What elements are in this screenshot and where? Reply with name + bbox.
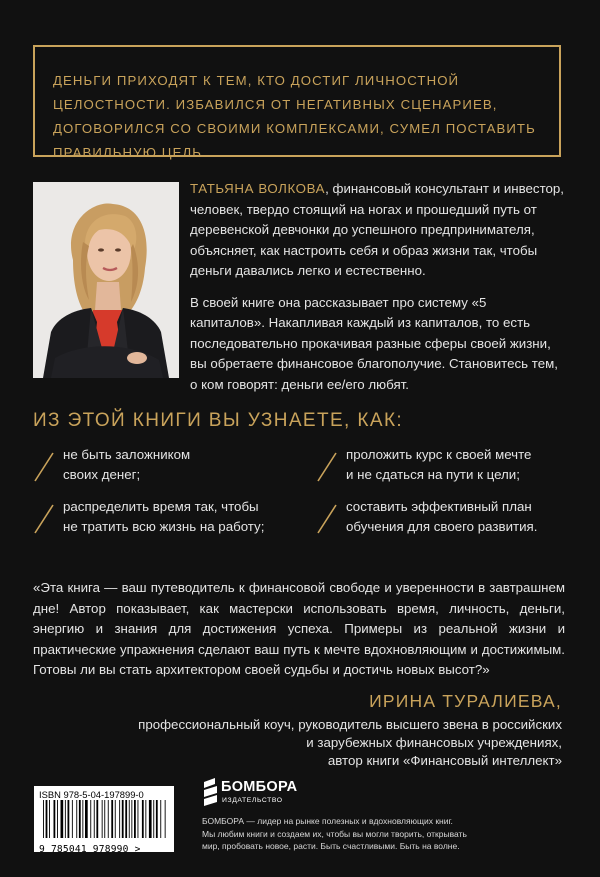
bombora-logo-icon bbox=[201, 776, 219, 810]
barcode-bar bbox=[138, 800, 139, 838]
barcode-bar bbox=[165, 800, 166, 838]
slash-mark-icon bbox=[316, 451, 338, 483]
publisher-brand: БОМБОРА bbox=[221, 779, 298, 795]
barcode-bar bbox=[108, 800, 109, 838]
barcode-bars bbox=[39, 800, 169, 838]
publisher-logo bbox=[201, 773, 321, 813]
reviewer-description bbox=[122, 716, 562, 770]
author-photo bbox=[33, 182, 179, 378]
barcode-bar bbox=[76, 800, 77, 838]
barcode-bar bbox=[149, 800, 152, 838]
learn-item-line: не тратить всю жизнь на работу; bbox=[63, 518, 265, 534]
barcode-bar bbox=[72, 800, 73, 838]
barcode-bar bbox=[125, 800, 127, 838]
barcode-bar bbox=[145, 800, 146, 838]
barcode-bar bbox=[61, 800, 64, 838]
slash-mark-icon bbox=[33, 503, 55, 535]
barcode-bar bbox=[111, 800, 113, 838]
author-portrait-illustration bbox=[33, 182, 179, 378]
barcode-bar bbox=[129, 800, 130, 838]
barcode-bar bbox=[160, 800, 161, 838]
barcode-bar bbox=[68, 800, 70, 838]
barcode-bar bbox=[57, 800, 58, 838]
learn-item-line: и не сдаться на пути к цели; bbox=[346, 466, 520, 482]
publisher-line: БОМБОРА — лидер на рынке полезных и вдохновляющих книг. bbox=[202, 816, 453, 826]
barcode-bar bbox=[85, 800, 88, 838]
learn-item-line: своих денег; bbox=[63, 466, 141, 482]
barcode-block bbox=[34, 786, 174, 855]
learn-item-line: обучения для своего развития. bbox=[346, 518, 538, 534]
top-quote-text: ДЕНЬГИ ПРИХОДЯТ К ТЕМ, КТО ДОСТИГ ЛИЧНОСТНОЙ ЦЕЛОСТНОСТИ. ИЗБАВИЛСЯ ОТ НЕГАТИВНЫХ СЦЕНАРИЕВ, ДОГОВОРИЛСЯ СО СВОИМИ КОМПЛЕКСАМИ, СУМЕЛ ПОСТАВИТЬ ПРАВИЛЬНУЮ ЦЕЛЬ. bbox=[53, 73, 536, 160]
reviewer-name: ИРИНА ТУРАЛИЕВА, bbox=[369, 691, 562, 711]
barcode-bar bbox=[96, 800, 98, 838]
barcode-bar bbox=[46, 800, 48, 838]
barcode-bar bbox=[122, 800, 124, 838]
barcode-bar bbox=[104, 800, 105, 838]
barcode-bar bbox=[102, 800, 103, 838]
learn-item-line: проложить курс к своей мечте bbox=[346, 447, 532, 462]
slash-mark-icon bbox=[316, 503, 338, 535]
learn-item-line: не быть заложником bbox=[63, 447, 191, 462]
barcode-bar bbox=[43, 800, 44, 838]
barcode-bar bbox=[79, 800, 81, 838]
publisher-description bbox=[202, 815, 572, 853]
reviewer-line: профессиональный коуч, руководитель высшего звена в российских bbox=[138, 717, 562, 732]
barcode-bar bbox=[156, 800, 158, 838]
top-quote-box bbox=[33, 45, 561, 160]
barcode-bar bbox=[49, 800, 50, 838]
barcode-bar bbox=[65, 800, 66, 838]
publisher-line: Мы любим книги и создаем их, чтобы вы могли творить, открывать bbox=[202, 828, 467, 839]
learn-item-line: распределить время так, чтобы bbox=[63, 499, 259, 514]
barcode-bar bbox=[153, 800, 154, 838]
publisher-subtitle: ИЗДАТЕЛЬСТВО bbox=[222, 797, 283, 804]
learn-item-line: составить эффективный план bbox=[346, 499, 532, 514]
author-bio-text: , финансовый консультант и инвестор, человек, твердо стоящий на ногах и прошедший путь от деревенской девчонки до успешного предпринимателя, объясняет, как настроить себя и образ жизни так, чтобы деньги давались легко и естественно. bbox=[190, 181, 564, 278]
publisher-line: мир, пробовать новое, расти. Быть счастливыми. Быть на волне. bbox=[202, 841, 460, 852]
review-quote: «Эта книга — ваш путеводитель к финансовой свободе и уверенности в завтрашнем дне! Автор показывает, как мастерски использовать время, личность, деньги, энергию и знания для достижения успеха. Примеры из реальной жизни и практические упражнения сделают ваш путь к мечте вдохновляющим и достижимым. Готовы ли вы стать архитектором своей судьбы и достичь новых высот?» bbox=[33, 580, 565, 677]
barcode-bar bbox=[115, 800, 116, 838]
barcode-bar bbox=[134, 800, 136, 838]
learn-section-title: ИЗ ЭТОЙ КНИГИ ВЫ УЗНАЕТЕ, КАК: bbox=[33, 410, 404, 431]
barcode-bar bbox=[90, 800, 91, 838]
barcode-bar bbox=[54, 800, 56, 838]
slash-mark-icon bbox=[33, 451, 55, 483]
barcode-bar bbox=[131, 800, 132, 838]
reviewer-line: и зарубежных финансовых учреждениях, bbox=[306, 735, 562, 750]
barcode-bar bbox=[82, 800, 83, 838]
reviewer-line: автор книги «Финансовый интеллект» bbox=[327, 753, 562, 768]
barcode-bar bbox=[94, 800, 95, 838]
barcode-digits: 9 785041 978990 > bbox=[39, 844, 141, 855]
barcode-bar bbox=[142, 800, 144, 838]
author-bio bbox=[190, 179, 564, 395]
author-name: ТАТЬЯНА ВОЛКОВА bbox=[190, 181, 326, 196]
book-about-paragraph: В своей книге она рассказывает про систему «5 капиталов». Накапливая каждый из капиталов, то есть последовательно прокачивая разные сферы своей жизни, вы обретаете финансовое благополучие. Становитесь тем, о ком говорят: деньги ее/его любят. bbox=[190, 294, 558, 392]
isbn-number: ISBN 978-5-04-197899-0 bbox=[39, 789, 144, 800]
barcode-bar bbox=[119, 800, 120, 838]
author-bio-paragraph bbox=[190, 179, 564, 282]
